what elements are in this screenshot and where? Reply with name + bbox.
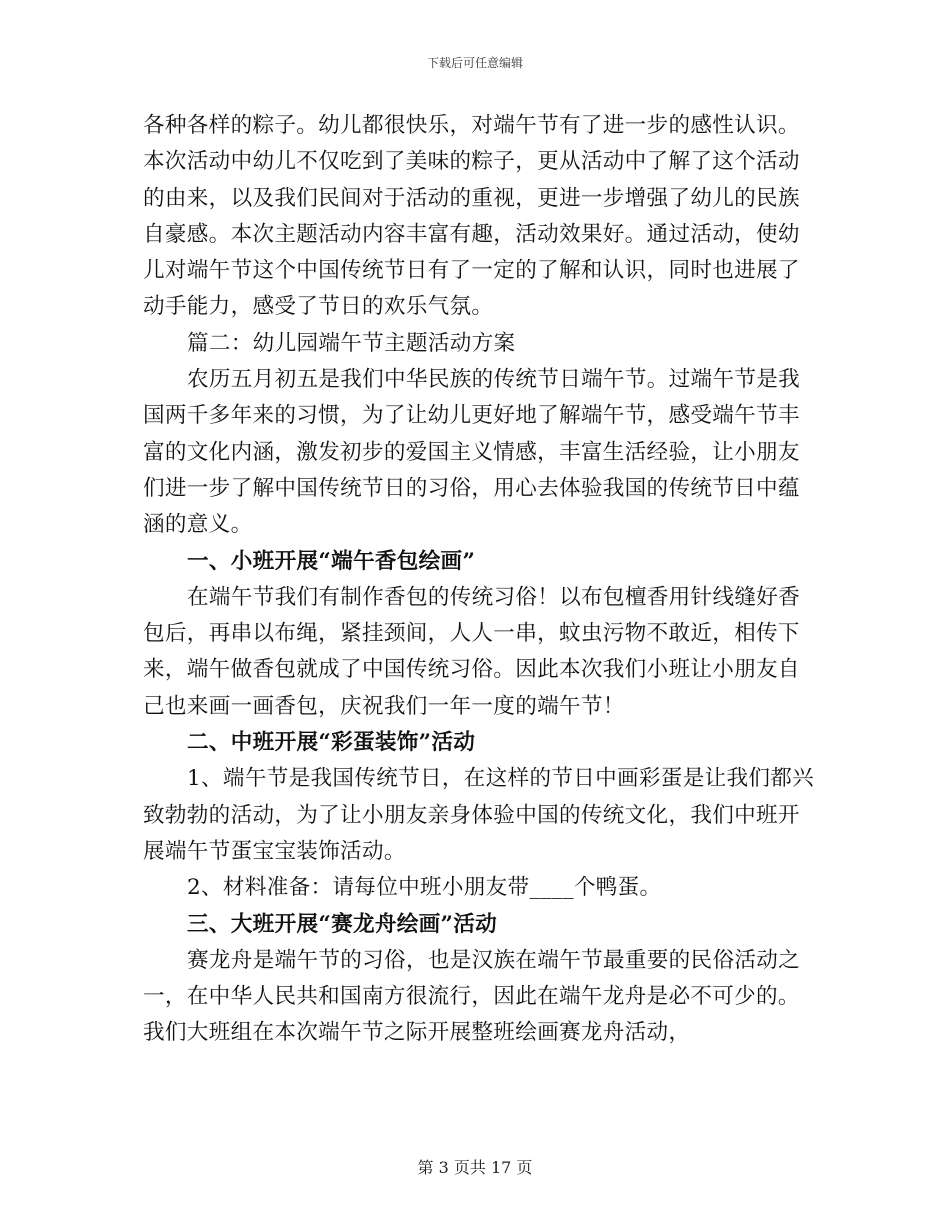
section-heading: 二、中班开展“彩蛋装饰”活动: [187, 730, 476, 756]
paragraph-line: 一，在中华人民共和国南方很流行，因此在端午龙舟是必不可少的。: [143, 984, 800, 1010]
paragraph-line: 篇二：幼儿园端午节主题活动方案: [187, 330, 516, 356]
paragraph-line: 致勃勃的活动，为了让小朋友亲身体验中国的传统文化，我们中班开: [143, 802, 800, 828]
paragraph-line: 2、材料准备：请每位中班小朋友带____个鸭蛋。: [187, 875, 662, 901]
page-footer: 第 3 页共 17 页: [417, 1158, 533, 1177]
paragraph-line: 包后，再串以布绳，紧挂颈间，人人一串，蚊虫污物不敢近，相传下: [143, 621, 800, 647]
section-heading: 一、小班开展“端午香包绘画”: [187, 548, 476, 574]
paragraph-line: 儿对端午节这个中国传统节日有了一定的了解和认识，同时也进展了: [143, 258, 800, 284]
paragraph-line: 展端午节蛋宝宝装饰活动。: [143, 838, 406, 864]
paragraph-line: 在端午节我们有制作香包的传统习俗！以布包檀香用针线缝好香: [187, 584, 801, 610]
paragraph-line: 己也来画一画香包，庆祝我们一年一度的端午节！: [143, 693, 625, 719]
document-body: [143, 108, 815, 1052]
paragraph-line: 们进一步了解中国传统节日的习俗，用心去体验我国的传统节日中蕴: [143, 475, 800, 501]
paragraph-line: 各种各样的粽子。幼儿都很快乐，对端午节有了进一步的感性认识。: [143, 113, 800, 138]
section-heading: 三、大班开展“赛龙舟绘画”活动: [187, 911, 498, 937]
paragraph-line: 1、端午节是我国传统节日，在这样的节日中画彩蛋是让我们都兴: [187, 766, 815, 792]
paragraph-line: 农历五月初五是我们中华民族的传统节日端午节。过端午节是我: [187, 367, 801, 393]
page-header: 下载后可任意编辑: [426, 56, 523, 70]
paragraph-line: 动手能力，感受了节日的欢乐气氛。: [143, 294, 494, 320]
paragraph-line: 本次活动中幼儿不仅吃到了美味的粽子，更从活动中了解了这个活动: [143, 149, 800, 175]
paragraph-line: 自豪感。本次主题活动内容丰富有趣，活动效果好。通过活动，使幼: [143, 221, 800, 247]
paragraph-line: 赛龙舟是端午节的习俗，也是汉族在端午节最重要的民俗活动之: [187, 947, 801, 973]
paragraph-line: 涵的意义。: [143, 512, 253, 538]
paragraph-line: 我们大班组在本次端午节之际开展整班绘画赛龙舟活动，: [143, 1020, 691, 1046]
paragraph-line: 的由来，以及我们民间对于活动的重视，更进一步增强了幼儿的民族: [143, 185, 800, 211]
paragraph-line: 国两千多年来的习惯，为了让幼儿更好地了解端午节，感受端午节丰: [143, 403, 800, 429]
paragraph-line: 来，端午做香包就成了中国传统习俗。因此本次我们小班让小朋友自: [143, 657, 800, 683]
paragraph-line: 富的文化内涵，激发初步的爱国主义情感，丰富生活经验，让小朋友: [143, 439, 800, 465]
